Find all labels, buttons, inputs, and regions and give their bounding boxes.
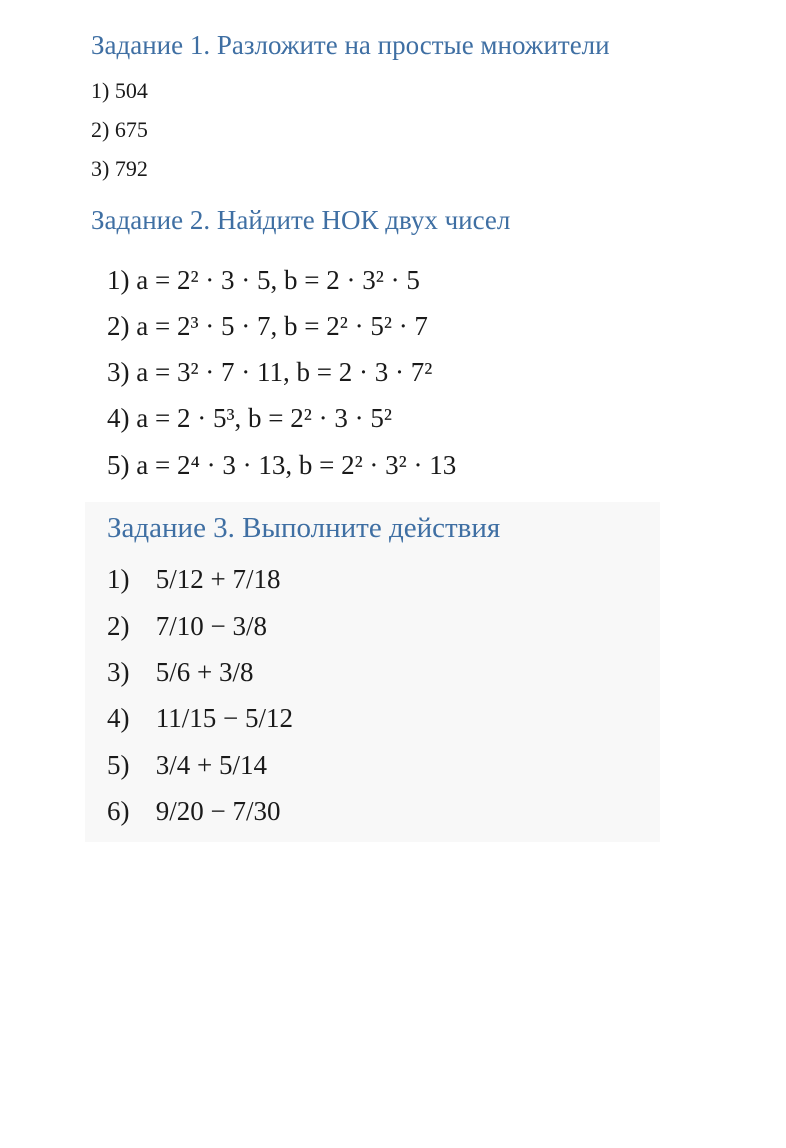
task3-item bbox=[107, 750, 267, 781]
item-number: 1) bbox=[107, 564, 130, 594]
item-number: 3) bbox=[107, 657, 130, 687]
item-expression: a = 2² · 3 · 5, b = 2 · 3² · 5 bbox=[136, 265, 420, 295]
item-expression: a = 2³ · 5 · 7, b = 2² · 5² · 7 bbox=[136, 311, 428, 341]
item-expression: 7/10 − 3/8 bbox=[155, 611, 267, 641]
item-number: 4) bbox=[107, 703, 130, 733]
item-number: 6) bbox=[107, 796, 130, 826]
task1-item bbox=[91, 156, 148, 182]
item-expression: a = 2 · 5³, b = 2² · 3 · 5² bbox=[136, 403, 392, 433]
item-expression: 504 bbox=[114, 78, 148, 103]
item-number: 3) bbox=[107, 357, 130, 387]
item-number: 4) bbox=[107, 403, 130, 433]
item-expression: 3/4 + 5/14 bbox=[155, 750, 267, 780]
item-expression: 11/15 − 5/12 bbox=[155, 703, 293, 733]
item-number: 1) bbox=[91, 78, 110, 103]
item-number: 2) bbox=[91, 117, 110, 142]
item-expression: 675 bbox=[114, 117, 148, 142]
item-number: 3) bbox=[91, 156, 110, 181]
task3-item bbox=[107, 657, 253, 688]
item-number: 1) bbox=[107, 265, 130, 295]
task3-heading: Задание 3. Выполните действия bbox=[107, 512, 501, 544]
item-expression: 792 bbox=[114, 156, 148, 181]
task1-heading: Задание 1. Разложите на простые множители bbox=[91, 30, 610, 60]
item-expression: 5/12 + 7/18 bbox=[155, 564, 281, 594]
task2-item bbox=[107, 403, 392, 434]
task2-heading: Задание 2. Найдите НОК двух чисел bbox=[91, 205, 511, 235]
item-expression: a = 3² · 7 · 11, b = 2 · 3 · 7² bbox=[136, 357, 433, 387]
task2-item bbox=[107, 311, 428, 342]
task2-item bbox=[107, 357, 432, 388]
task3-item bbox=[107, 796, 280, 827]
item-number: 2) bbox=[107, 611, 130, 641]
item-number: 5) bbox=[107, 750, 130, 780]
item-expression: 5/6 + 3/8 bbox=[155, 657, 254, 687]
task3-item bbox=[107, 611, 267, 642]
item-number: 5) bbox=[107, 450, 130, 480]
item-expression: a = 2⁴ · 3 · 13, b = 2² · 3² · 13 bbox=[136, 450, 457, 480]
task2-item bbox=[107, 265, 420, 296]
task1-item bbox=[91, 117, 148, 143]
task1-item bbox=[91, 78, 148, 104]
item-expression: 9/20 − 7/30 bbox=[155, 796, 281, 826]
task2-item bbox=[107, 450, 456, 481]
task3-item bbox=[107, 564, 280, 595]
task3-item bbox=[107, 703, 293, 734]
item-number: 2) bbox=[107, 311, 130, 341]
